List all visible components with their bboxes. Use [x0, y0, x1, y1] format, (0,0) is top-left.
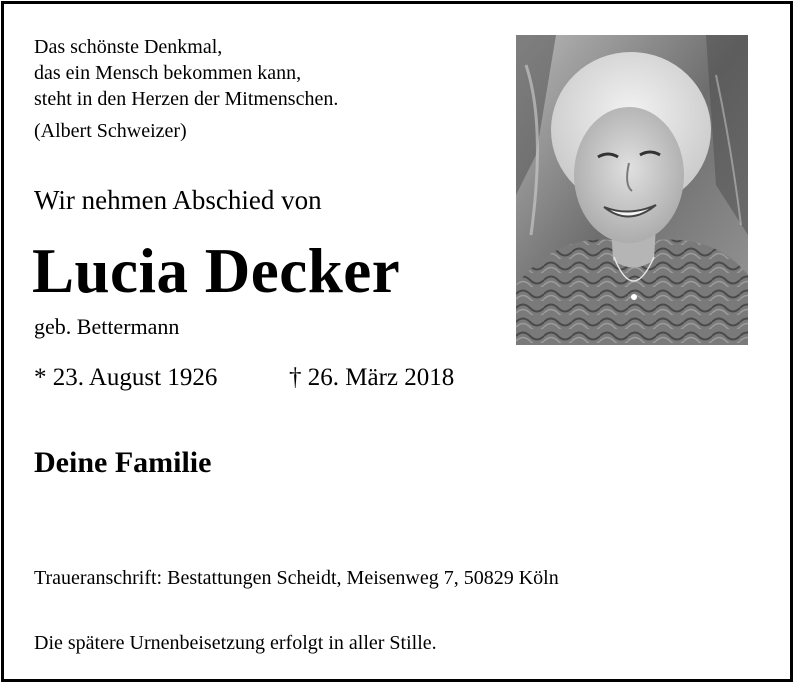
memorial-quote	[34, 34, 338, 112]
farewell-intro: Wir nehmen Abschied von	[34, 185, 322, 215]
family-signature: Deine Familie	[34, 446, 212, 479]
maiden-name: geb. Bettermann	[34, 314, 180, 339]
birth-date: * 23. August 1926	[34, 364, 218, 391]
mourning-address: Traueranschrift: Bestattungen Scheidt, Meisenweg 7, 50829 Köln	[34, 567, 559, 589]
burial-note: Die spätere Urnenbeisetzung erfolgt in aller Stille.	[34, 632, 437, 654]
deceased-name: Lucia Decker	[32, 236, 401, 306]
quote-line-3: steht in den Herzen der Mitmenschen.	[34, 88, 339, 110]
quote-line-2: das ein Mensch bekommen kann,	[34, 62, 302, 84]
quote-line-1: Das schönste Denkmal,	[34, 36, 223, 58]
portrait-photo	[516, 35, 748, 345]
death-date: † 26. März 2018	[289, 364, 455, 391]
quote-author: (Albert Schweizer)	[34, 120, 187, 142]
